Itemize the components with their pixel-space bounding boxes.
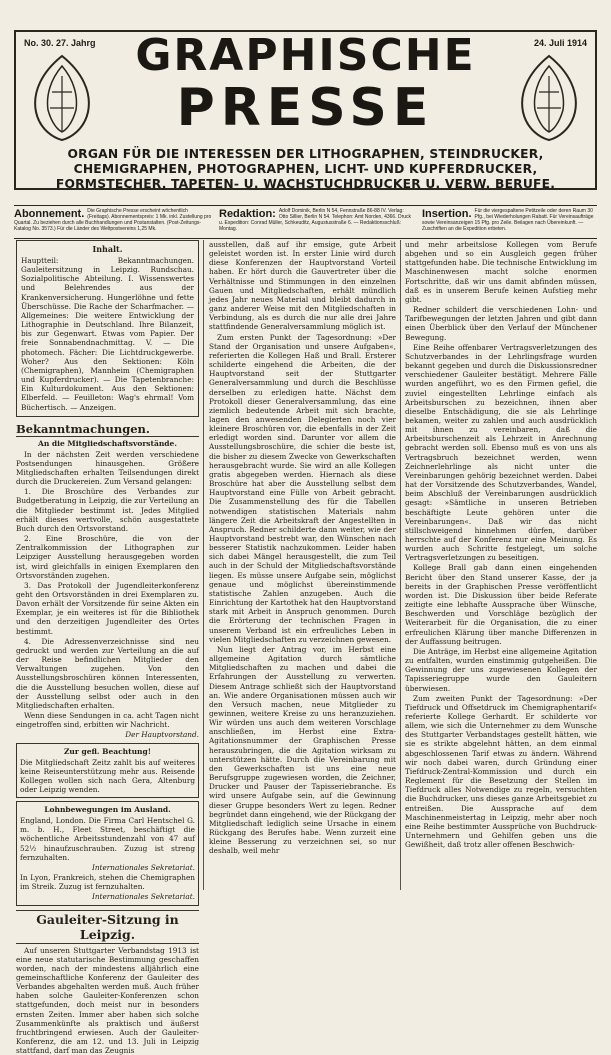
- issue-number: No. 30. 27. Jahrg: [24, 38, 96, 48]
- paragraph: 4. Die Adressenverzeichnisse sind neu gedruckt und werden zur Verteilung an die auf der Reise befindlichen Mitglieder den Verwaltungen zugehen. Von den Ausstellungsbroschüren können Interessenten, die die Ausstellung besuchen wollen, diese auf der Ausstellung selbst oder auch in den Mitgliedschaften erhalten.: [16, 636, 199, 710]
- insertion-text: Für die viergespaltene Petitzeile oder deren Raum 30 Pfg., bei Wiederholungen Rabatt. Für Vereinsaufträge sowie Vereinsanzeigen 15 Pfg. pro Zeile. Beilagen nach Übereinkunft. — Zuschriften an die Expedition erbeten.: [422, 208, 594, 232]
- notice-text: Die Mitgliedschaft Zeitz zahlt bis auf weiteres keine Reiseunterstützung mehr aus. Reisende Kollegen wollen sich nach Gera, Altenburg oder Leipzig wenden.: [20, 757, 195, 794]
- contents-title: Inhalt.: [92, 244, 123, 254]
- paragraph: Zum ersten Punkt der Tagesordnung: »Der Stand der Organisation und unsere Aufgaben«, referierten die Kollegen Haß und Brall. Ersterer schilderte eingehend die Arbeiten, die der Hauptvorstand seit der Stuttgarter Generalversammlung und durch die Beschlüsse derselben zu erledigen hatte. Nächst dem Protokoll dieser Generalversammlung, das eine ziemlich bedeutende Arbeit mit sich brachte, lagen den anwesenden Delegierten noch vier kleinere Broschüren vor, die ebenfalls in der Zeit erledigt worden sind. Darunter vor allem die Ausstellungsbroschüre, die schier die beste ist, die bisher zu diesem Zwecke von Gewerkschaften herausgebracht wurde. Sie wird an alle Kollegen gratis abgegeben werden. Hiernach als diese Broschüre hat aber die Ausstellung selbst dem Hauptvorstand eine Fülle von Arbeit gebracht. Die Zusammenstellung des für die Tabellen notwendigen statistischen Materials nahm längere Zeit die Arbeitskraft der Angestellten in Anspruch. Redner schilderte dann weiter, wie der Hauptvorstand bestrebt war, den Wünschen nach besserer Statistik nachzukommen. Leider haben sich dabei Mängel herausgestellt, die zum Teil auch in der Schuld der Mitgliedschaftsvorstände liegen. Es müsse unsere Aufgabe sein, möglichst genaue und möglichst übereinstimmende statistische Zahlen anzugeben. Auch die Einrichtung der Kartothek hat den Hauptvorstand stark mit Arbeit in Anspruch genommen. Durch die Erörterung der technischen Fragen in unserem Verband ist ein erfreuliches Leben in vielen Mitgliedschaften zu verzeichnen gewesen.: [209, 332, 396, 644]
- lyon-text: In Lyon, Frankreich, stehen die Chemigraphen im Streik. Zuzug ist fernzuhalten.: [20, 873, 195, 892]
- subtitle-line2: CHEMIGRAPHEN, PHOTOGRAPHEN, LICHT- UND KUPFERDRUCKER,: [73, 162, 538, 176]
- paragraph: 2. Eine Broschüre, die von der Zentralkommission der Lithographen zur Leipziger Ausstellung herausgegeben worden ist, wird gleichfalls in einigen Exemplaren den Ortsvorständen zugehen.: [16, 534, 199, 580]
- paragraph: Wenn diese Sendungen in ca. acht Tagen nicht eingetroffen sind, erbitten wir Nachricht.: [16, 711, 199, 730]
- signature: Internationales Sekretariat.: [91, 892, 195, 902]
- article-heading: Gauleiter-Sitzung in Leipzig.: [16, 910, 199, 944]
- abonnement-text: Die Graphische Presse erscheint wöchentlich (Freitags). Abonnementspreis: 1 Mk. inkl. Zustellung pro Quartal. Zu beziehen durch alle Buchhandlungen und Postanstalten. (Post-Zeitungs-Katalog No. 3573.) Für die Länder des Weltpostvereins 1,25 Mk.: [14, 208, 212, 232]
- column-left: [16, 240, 199, 1055]
- paragraph: und mehr arbeitslose Kollegen vom Berufe abgehen und so ein Ausgleich gegen früher stattgefunden habe. Die technische Entwicklung im Maschinenwesen macht solche enormen Fortschritte, daß wir uns damit abfinden müssen, daß es in unserem Berufe keinen Aufstieg mehr gibt.: [405, 240, 597, 304]
- contents-text: Hauptteil: Bekanntmachungen. Gauleitersitzung in Leipzig. Rundschau. Sozialpolitische Abteilung. I. Wissenswertes und Belehrendes aus der Krankenversicherung. Hungerlöhne und fette Überschüsse. Die Rache der Scharfmacher. — Allgemeines: Die weitere Entwicklung der Lithographie in Deutschland. Ihre Bilanzeit, bis zur Gegenwart. Etwas vom Papier. Der freie Sonnabendnachmittag. V. — Die photomech. Fächer: Die Lichtdruckgewerbe. Woher? Aus den Sektionen: Köln (Chemigraphen), Mannheim (Chemigraphen und Kupferdrucker). — Die Tapetenbranche: Ein Kulturdokument. Aus den Sektionen: Elberfeld. — Feuilleton: Wag's ehrmal! Vom Büchertisch. — Anzeigen.: [21, 256, 194, 412]
- paragraph: In der nächsten Zeit werden verschiedene Postsendungen hinausgehen. Größere Mitgliedschaften erhalten Teilsendungen direkt durch die Druckereien. Zum Versand gelangen:: [16, 449, 199, 487]
- announcements-heading: Bekanntmachungen.: [16, 422, 199, 437]
- column-rule: [203, 240, 204, 890]
- redaktion-heading: Redaktion:: [219, 208, 276, 220]
- subtitle-line1: ORGAN FÜR DIE INTERESSEN DER LITHOGRAPHEN, STEINDRUCKER,: [67, 147, 544, 161]
- paragraph: Zum zweiten Punkt der Tagesordnung: »Der Tiefdruck und Offsetdruck im Chemigraphentarif« referierte Kollege Gerhardt. Er schilderte vor allem, wie sich die Unternehmer zu dem Wunsche des Stuttgarter Verbandstages gestellt hätten, wie sie es strikte abgelehnt hätten, an dem einmal abgeschlossenen Tarif etwas zu ändern. Während wir noch dabei waren, durch Gründung einer Tiefdruck-Zentral-Kommission und durch ein Reglement für die Besetzung der Stellen im Tiefdruck alles Notwendige zu regeln, versuchten die Buchdrucker, uns dieses ganze Arbeitsgebiet zu entreißen. Die Aussprache auf dem Maschinenmeistertag in Leipzig, mehr aber noch eine Reihe bestimmter Aussprüche von Buchdruck-Unternehmern und Gehilfen geben uns die Gewißheit, daß trotz aller offenen Beschwich-: [405, 693, 597, 850]
- masthead-title-line2: PRESSE: [176, 78, 435, 138]
- insertion-box: [422, 208, 597, 236]
- subtitle-line3: FORMSTECHER, TAPETEN- U. WACHSTUCHDRUCKER U. VERW. BERUFE.: [55, 177, 556, 191]
- info-strip: [14, 205, 597, 239]
- paragraph: 3. Das Protokoll der Jugendleiterkonferenz geht den Ortsvorständen in drei Exemplaren zu. Davon erhält der Vorsitzende für seine Akten ein Exemplar, je ein weiteres ist für die Bibliothek und den derzeitigen Jugendleiter des Ortes bestimmt.: [16, 580, 199, 636]
- paragraph: Redner schildert die verschiedenen Lohn- und Tarifbewegungen der letzten Jahren und gibt dann einen Überblick über den Verlauf der Münchener Bewegung.: [405, 305, 597, 342]
- notice-heading: Zur gefl. Beachtung!: [63, 746, 152, 756]
- paragraph: Die Anträge, im Herbst eine allgemeine Agitation zu entfalten, wurden einstimmig gutgeheißen. Die Gewinnung der uns zugewiesenen Kollegen der Tapisseriegruppe wurde den Gauleitern überwiesen.: [405, 646, 597, 693]
- paragraph: Eine Reihe offenbarer Vertragsverletzungen des Schutzverbandes in der Lehrlingsfrage wurden bekannt gegeben und durch die Diskussionsredner verschiedener Gauleiter bestätigt. Mehrere Fälle wurden angeführt, wo es den Firmen gefiel, die zuviel eingestellten Lehrlinge einfach als Arbeitsburschen zu bezeichnen, ihnen aber dieselbe Entschädigung, die sie als Lehrlinge bekamen, weiter zu zahlen und auch ausdrücklich mit ihnen zu vereinbaren, daß die Arbeitsburschenzeit als Lehrzeit in Anrechnung gebracht werden soll. Ebenso muß es von uns als Vertragsbruch bezeichnet werden, wenn Zeichnerlehrlinge als nicht unter die Vereinbarungen gehörig bezeichnet werden. Dabei hat der Vorsitzende des Schutzverbandes, Wandel, beim Abschluß der Vereinbarungen ausdrücklich gesagt: »Sämtliche in unseren Betrieben beschäftigte Leute gehören unter die Vereinbarungen«. Daß wir das nicht stillschweigend hinnehmen dürfen, darüber herrschte auf der Konferenz nur eine Meinung. Es wurden auch Schritte festgelegt, um solche Vertragsverletzungen zu beseitigen.: [405, 342, 597, 563]
- redaktion-box: [219, 208, 414, 236]
- signature: Internationales Sekretariat.: [91, 862, 195, 872]
- column-right: [405, 240, 597, 895]
- wage-movements-text: England, London. Die Firma Carl Hentschel G. m. b. H., Fleet Street, beschäftigt die wöchentliche Arbeitsstundenzahl von 47 auf 52½ hinaufzuschrauben. Zuzug ist streng fernzuhalten.: [20, 816, 195, 862]
- column-rule: [400, 240, 401, 890]
- redaktion-text: Adolf Dominik, Berlin N 54, Fennstraße 86-88 IV. Verlag: Otto Sillier, Berlin N 54. Telephon: Amt Norden, 4366. Druck u. Expedition: Conrad Müller, Schkeuditz, Augustusstraße 6. — Redaktionsschluß: Montag.: [219, 208, 412, 232]
- paragraph: ausstellen, daß auf ihr emsige, gute Arbeit geleistet worden ist. In erster Linie wird durch diese Konferenzen der Hauptvorstand Vorteil haben. Er hört durch die Gauvertreter über die Verhältnisse und Stimmungen in den einzelnen Gauen und Mitgliedschaften, erhält mündlich jedes Jahr neues Material und bleibt dadurch in ganz anderer Weise mit den Mitgliedschaften in Verbindung, als es durch die nur alle drei Jahre stattfindende Generalversammlung möglich ist.: [209, 240, 396, 332]
- wage-movements-box: [16, 801, 199, 905]
- wage-movements-heading: Lohnbewegungen im Ausland.: [44, 805, 171, 815]
- contents-box: [16, 240, 199, 417]
- column-middle: [209, 240, 396, 895]
- issue-date: 24. Juli 1914: [533, 38, 587, 48]
- paragraph: 1. Die Broschüre des Verbandes zur Budgetberatung in Leipzig, die zur Verteilung an die Mitglieder bestimmt ist. Jedes Mitglied erhält dieses wertvolle, schön ausgestattete Buch durch den Ortsvorstand.: [16, 487, 199, 533]
- paragraph: Kollege Brall gab dann einen eingehenden Bericht über den Stand unserer Kasse, der ja bereits in der Graphischen Presse veröffentlicht worden ist. Die Diskussion über beide Referate zeitigte eine lebhafte Aussprache über Wünsche, Beschwerden und Vorschläge bezüglich der Weiterarbeit für die Organisation, die zu einer erfreulichen Klärung über manche Differenzen in der Auffassung beitrugen.: [405, 563, 597, 646]
- insertion-heading: Insertion.: [422, 208, 472, 220]
- abonnement-heading: Abonnement.: [14, 208, 85, 220]
- notice-box: [16, 743, 199, 799]
- masthead-title-line1: GRAPHISCHE: [135, 30, 476, 81]
- paragraph: Nun liegt der Antrag vor, im Herbst eine allgemeine Agitation durch sämtliche Mitgliedschaften zu machen und dabei die Erfahrungen der Ausstellung zu verwerten. Diesem Antrage schließt sich der Hauptvorstand an. Wie andere Organisationen müssen auch wir den Versuch machen, neue Mitglieder zu gewinnen, weitere Kreise zu uns heranzuziehen. Wir würden uns auch dem weiteren Vorschlage anschließen, im Herbst eine Extra-Agitationsnummer der Graphischen Presse herauszubringen, die die Agitation wirksam zu unterstützen hätte. Durch die Vereinbarung mit den Gewerkschaften ist uns eine neue Berufsgruppe zugewiesen worden, die Zeichner, Drucker und Pauser der Tapisseriebranche. Es wird unsere Aufgabe sein, auf die Gewinnung dieser Gruppe besonders Wert zu legen. Redner begründet dann eingehend, wie der Rückgang der Mitgliedschaft lediglich seine Ursache in einem Rückgang des Berufes habe. Wenn zurzeit eine kleine Besserung zu verzeichnen sei, so nur deshalb, weil mehr: [209, 644, 396, 856]
- signature: Der Hauptvorstand.: [125, 730, 199, 740]
- paragraph: Auf unseren Stuttgarter Verbandstag 1913 ist eine neue statutarische Bestimmung geschaffen worden, nach der mindestens alljährlich eine gemeinschaftliche Konferenz der Gauleiter des Verbandes abgehalten werden muß. Auch früher haben solche Gauleiter-Konferenzen schon stattgefunden, doch meist nur in besonders ernsten Zeiten. Immer aber haben sich solche Zusammenkünfte als praktisch und äußerst fruchtbringend erwiesen. Auch der Gauleiter-Konferenz, die am 12. und 13. Juli in Leipzig stattfand, darf man das Zeugnis: [16, 945, 199, 1055]
- announcements-subheading: An die Mitgliedschaftsvorstände.: [38, 438, 177, 448]
- abonnement-box: [14, 208, 212, 236]
